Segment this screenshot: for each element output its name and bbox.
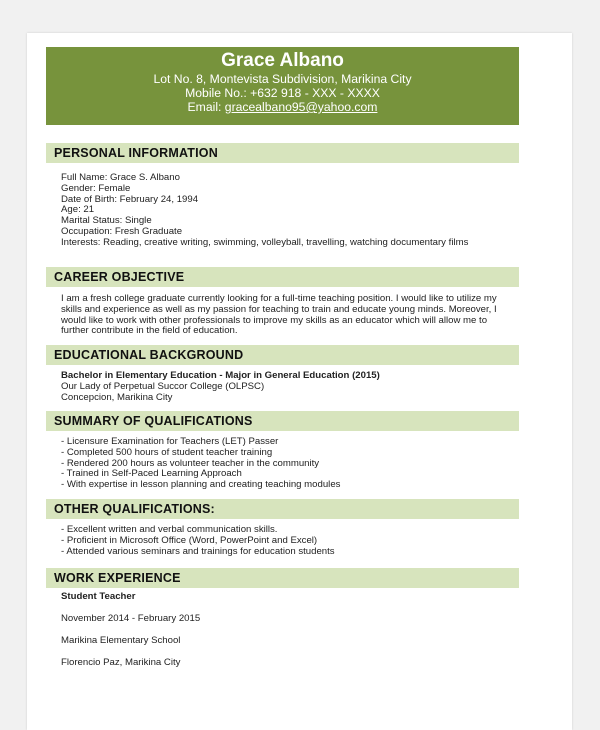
section-title: CAREER OBJECTIVE bbox=[54, 270, 185, 284]
career-objective-content bbox=[61, 294, 511, 337]
full-name: Full Name: Grace S. Albano bbox=[61, 172, 180, 183]
educational-background-content bbox=[61, 371, 511, 403]
list-item: - With expertise in lesson planning and creating teaching modules bbox=[61, 479, 341, 491]
section-title: WORK EXPERIENCE bbox=[54, 571, 181, 585]
school-name: Our Lady of Perpetual Succor College (OLPSC) bbox=[61, 380, 265, 392]
resume-page bbox=[27, 33, 572, 730]
occupation: Occupation: Fresh Graduate bbox=[61, 225, 183, 237]
list-item: - Trained in Self-Paced Learning Approach bbox=[61, 468, 242, 480]
degree: Bachelor in Elementary Education - Major in General Education (2015) bbox=[61, 370, 380, 381]
resume-header bbox=[46, 47, 519, 125]
list-item: - Completed 500 hours of student teacher training bbox=[61, 446, 273, 458]
job-position: Student Teacher bbox=[61, 591, 136, 602]
summary-of-qualifications-header bbox=[46, 411, 519, 431]
job-period: November 2014 - February 2015 bbox=[61, 613, 201, 624]
job-location: Florencio Paz, Marikina City bbox=[61, 657, 181, 668]
list-item: - Excellent written and verbal communication skills. bbox=[61, 524, 278, 535]
personal-information-content bbox=[61, 173, 511, 249]
list-item: - Rendered 200 hours as volunteer teacher in the community bbox=[61, 457, 320, 469]
age: Age: 21 bbox=[61, 204, 95, 216]
marital-status: Marital Status: Single bbox=[61, 215, 152, 227]
interests: Interests: Reading, creative writing, swimming, volleyball, travelling, watching documentary films bbox=[61, 236, 469, 248]
other-qualifications-header bbox=[46, 499, 519, 519]
other-qualifications-content bbox=[61, 525, 511, 557]
list-item: - Attended various seminars and trainings for education students bbox=[61, 545, 335, 557]
career-objective-header bbox=[46, 267, 519, 287]
summary-of-qualifications-content bbox=[61, 437, 511, 491]
address: Lot No. 8, Montevista Subdivision, Marikina City bbox=[153, 72, 412, 86]
section-title: EDUCATIONAL BACKGROUND bbox=[54, 348, 244, 362]
mobile-number: Mobile No.: +632 918 - XXX - XXXX bbox=[185, 86, 380, 100]
section-title: OTHER QUALIFICATIONS: bbox=[54, 502, 215, 516]
school-location: Concepcion, Marikina City bbox=[61, 391, 173, 403]
date-of-birth: Date of Birth: February 24, 1994 bbox=[61, 193, 199, 205]
gender: Gender: Female bbox=[61, 182, 131, 194]
list-item: - Proficient in Microsoft Office (Word, PowerPoint and Excel) bbox=[61, 534, 318, 546]
email-link[interactable]: gracealbano95@yahoo.com bbox=[224, 100, 378, 114]
educational-background-header bbox=[46, 345, 519, 365]
list-item: - Licensure Examination for Teachers (LET) Passer bbox=[61, 436, 279, 447]
email-line bbox=[46, 100, 519, 114]
work-experience-header bbox=[46, 568, 519, 588]
email-label: Email: bbox=[187, 100, 225, 114]
personal-information-header bbox=[46, 143, 519, 163]
section-title: SUMMARY OF QUALIFICATIONS bbox=[54, 414, 253, 428]
section-title: PERSONAL INFORMATION bbox=[54, 146, 218, 160]
applicant-name: Grace Albano bbox=[221, 50, 344, 71]
job-school: Marikina Elementary School bbox=[61, 635, 181, 646]
work-experience-content bbox=[61, 586, 511, 674]
objective-text: I am a fresh college graduate currently looking for a full-time teaching position. I would like to utilize my skills and experience as well as my passion for teaching to train and educate young minds. Moreover, I would like to work with other professionals to improve my skills as an educator which will allow me to further contribute in the field of education. bbox=[61, 293, 497, 337]
